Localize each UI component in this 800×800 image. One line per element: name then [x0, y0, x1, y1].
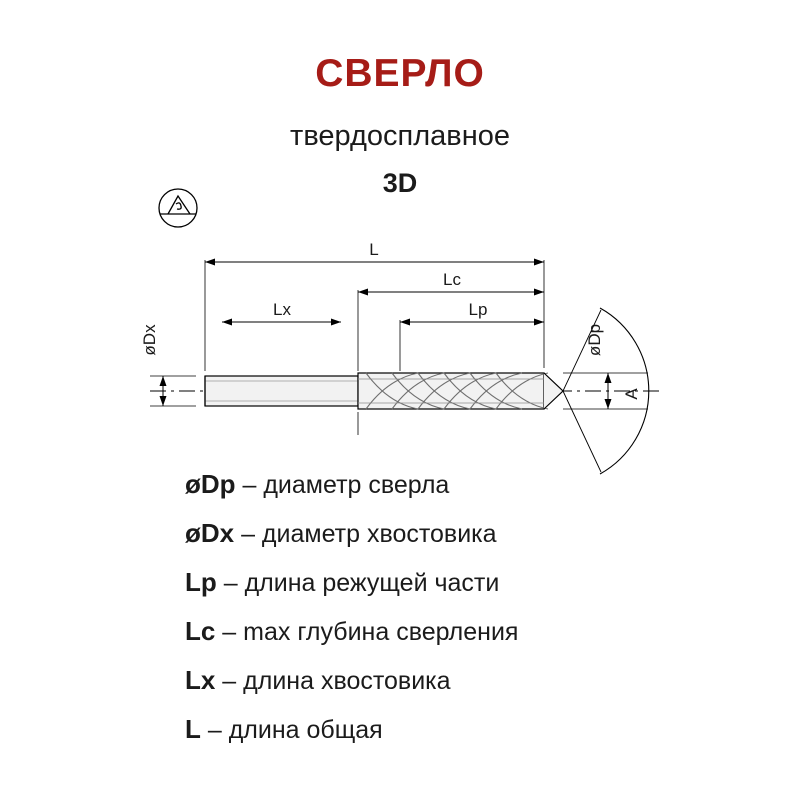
drill-flute-body: [358, 373, 548, 409]
drill-point-tip: [544, 373, 563, 409]
dimension-label-Lp: Lp: [468, 300, 488, 319]
dimension-label-Lx: Lx: [273, 300, 291, 319]
dimension-L: [205, 259, 544, 266]
dimension-Lx: [222, 319, 341, 326]
technical-drawing: [0, 180, 800, 500]
page-subtitle: твердосплавное: [290, 120, 510, 152]
legend-symbol: L: [185, 714, 201, 744]
legend-item: [185, 607, 785, 656]
legend-item: [185, 705, 785, 754]
legend-symbol: Lp: [185, 567, 217, 597]
dimension-label-L: L: [369, 240, 379, 259]
legend-description: – max глубина сверления: [222, 618, 519, 646]
legend-symbol: øDp: [185, 469, 236, 499]
page-title: СВЕРЛО: [315, 52, 485, 95]
legend-item: [185, 656, 785, 705]
legend-symbol: øDx: [185, 518, 235, 548]
page-subtitle-secondary: 3D: [382, 168, 418, 198]
legend-description: – длина общая: [207, 716, 383, 744]
legend-description: – длина режущей части: [223, 569, 500, 597]
drill-diagram-svg: [0, 180, 800, 500]
dimension-label-Dx: øDx: [140, 324, 159, 356]
legend-description: – диаметр сверла: [242, 471, 450, 499]
legend-symbol: Lc: [185, 616, 216, 646]
legend-item: [185, 460, 785, 509]
dimension-Lp: [400, 319, 544, 326]
drill-shank: [205, 376, 358, 406]
legend-item: [185, 509, 785, 558]
dimension-label-Lc: Lc: [443, 270, 461, 289]
legend-description: – диаметр хвостовика: [241, 520, 497, 548]
legend-item: [185, 558, 785, 607]
dimension-label-A: A: [622, 388, 641, 400]
dimension-Lc: [358, 289, 544, 296]
legend: [185, 460, 785, 754]
surface-roughness-symbol: [159, 189, 197, 227]
dimension-label-Dp: øDp: [585, 323, 604, 357]
legend-symbol: Lx: [185, 665, 216, 695]
dimension-Dp: [605, 373, 612, 409]
legend-description: – длина хвостовика: [222, 667, 451, 695]
